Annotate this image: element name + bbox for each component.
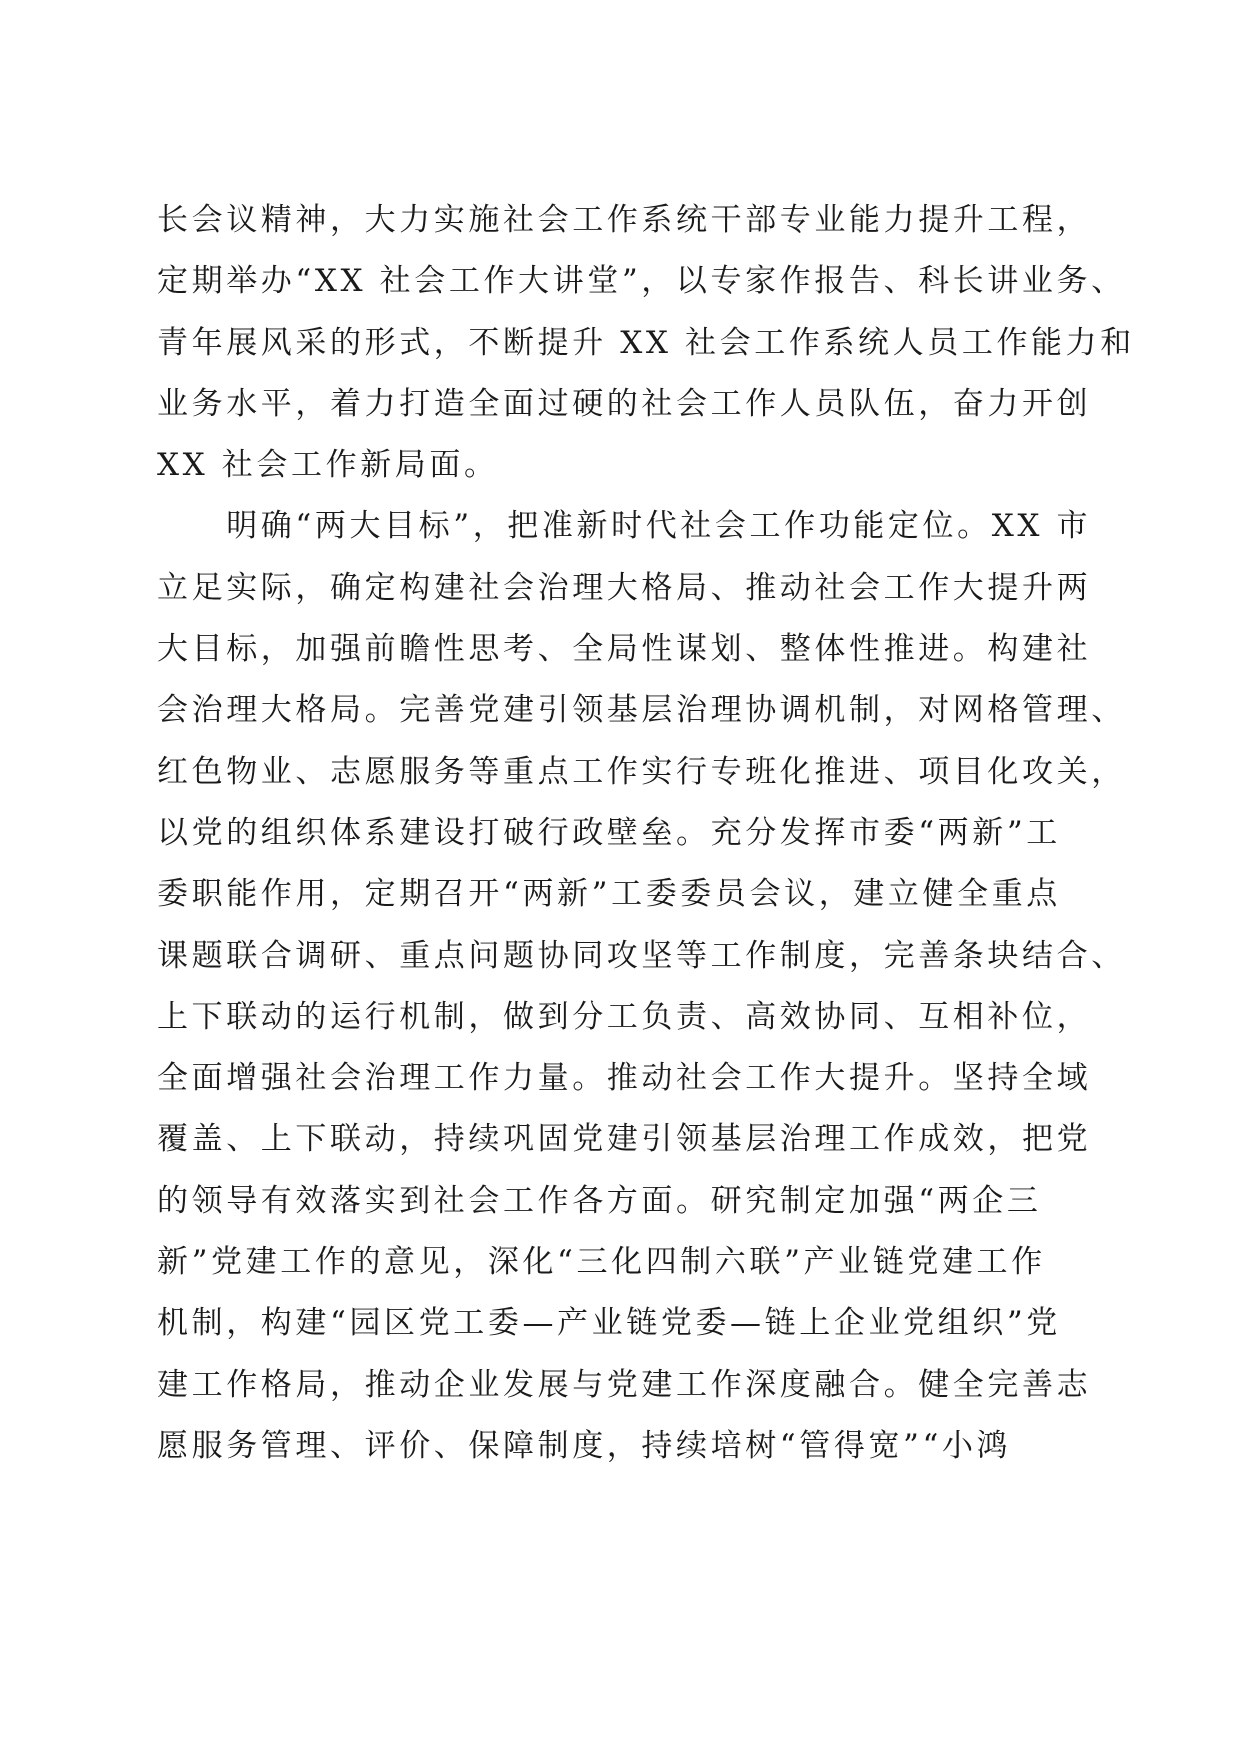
text-line: 课题联合调研、重点问题协同攻坚等工作制度，完善条块结合、 bbox=[157, 937, 1126, 974]
text-line: 长会议精神，大力实施社会工作系统干部专业能力提升工程， bbox=[157, 202, 1092, 238]
text-line: 新”党建工作的意见，深化“三化四制六联”产业链党建工作 bbox=[157, 1244, 1046, 1281]
text-line: 机制，构建“园区党工委—产业链党委—链上企业党组织”党 bbox=[157, 1305, 1061, 1342]
text-line: 愿服务管理、评价、保障制度，持续培树“管得宽”“小鸿 bbox=[157, 1427, 1012, 1464]
text-line: 全面增强社会治理工作力量。推动社会工作大提升。坚持全域 bbox=[157, 1060, 1092, 1097]
text-line: 业务水平，着力打造全面过硬的社会工作人员队伍，奋力开创 bbox=[157, 385, 1092, 422]
text-line: 定期举办“XX 社会工作大讲堂”，以专家作报告、科长讲业务、 bbox=[157, 263, 1126, 300]
text-line: 的领导有效落实到社会工作各方面。研究制定加强“两企三 bbox=[157, 1182, 1042, 1219]
text-line: 青年展风采的形式，不断提升 XX 社会工作系统人员工作能力和 bbox=[157, 324, 1135, 361]
text-line: 立足实际，确定构建社会治理大格局、推动社会工作大提升两 bbox=[157, 569, 1092, 606]
text-line: 会治理大格局。完善党建引领基层治理协调机制，对网格管理、 bbox=[157, 692, 1126, 729]
text-line: XX 社会工作新局面。 bbox=[157, 447, 499, 484]
body-text bbox=[157, 190, 1135, 1477]
text-line: 大目标，加强前瞻性思考、全局性谋划、整体性推进。构建社 bbox=[157, 631, 1092, 668]
text-line: 上下联动的运行机制，做到分工负责、高效协同、互相补位， bbox=[157, 998, 1092, 1035]
text-line: 以党的组织体系建设打破行政壁垒。充分发挥市委“两新”工 bbox=[157, 814, 1061, 851]
text-line: 红色物业、志愿服务等重点工作实行专班化推进、项目化攻关， bbox=[157, 753, 1126, 790]
text-line: 委职能作用，定期召开“两新”工委委员会议，建立健全重点 bbox=[157, 876, 1061, 913]
paragraph-first-line: 明确“两大目标”，把准新时代社会工作功能定位。XX 市 bbox=[157, 508, 1092, 545]
text-line: 覆盖、上下联动，持续巩固党建引领基层治理工作成效，把党 bbox=[157, 1121, 1092, 1158]
text-line: 建工作格局，推动企业发展与党建工作深度融合。健全完善志 bbox=[157, 1366, 1092, 1403]
